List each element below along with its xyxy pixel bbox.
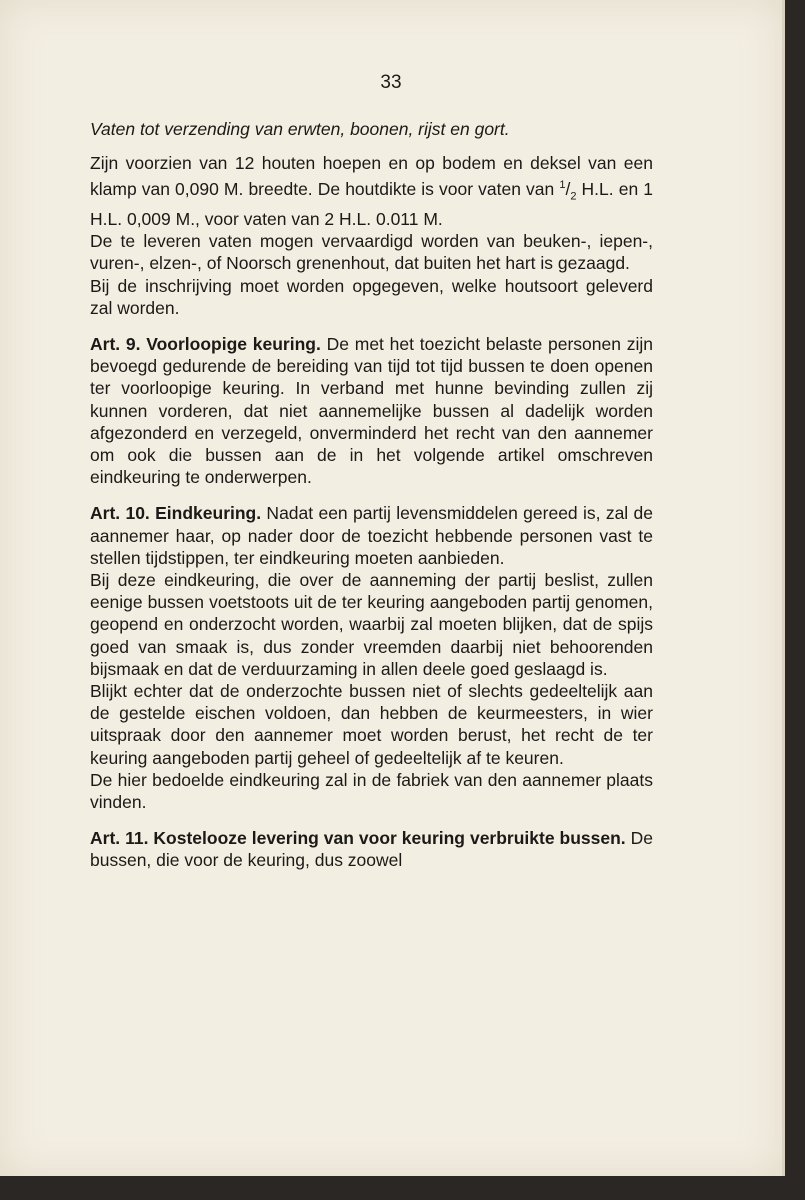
article-heading: Art. 10. Eindkeuring. — [90, 503, 262, 524]
fraction-numerator: 1 — [559, 179, 566, 192]
fraction-denominator: 2 — [570, 190, 577, 203]
paragraph-text: Zijn voorzien van 12 houten hoepen en op bodem en deksel van een klamp van 0,090 M. breedte. De houtdikte is voor vaten van — [90, 153, 653, 200]
section-title: Vaten tot verzending van erwten, boonen, rijst en gort. — [90, 119, 510, 139]
article-text: De met het toezicht belaste personen zijn bevoegd gedurende de bereiding van tijd tot tijd bussen te doen openen ter voorloopige keuring. In verband met hunne bevinding zullen zij kunnen vorderen, dat niet aannemelijke bussen al dadelijk worden afgezonderd en verzegeld, onverminderd het recht van den aannemer om ook die bussen aan de in het volgende artikel omschreven eindkeuring te onderwerpen. — [90, 333, 653, 488]
article-text: Nadat een partij levensmiddelen gereed is, zal de aannemer haar, op nader door de toezicht hebbende personen vast te stellen tijdstippen, ter eindkeuring moeten aanbieden. — [90, 503, 653, 568]
article-text: De bussen, die voor de keuring, dus zoowel — [90, 828, 654, 871]
article-9 — [90, 333, 653, 488]
page-body — [90, 118, 653, 872]
fraction-separator: / — [565, 179, 571, 200]
article-11 — [90, 827, 653, 871]
paragraph-vaten-spec — [90, 152, 653, 230]
paragraph-text: H.L. en 1 H.L. 0,009 M., voor vaten van 2 H.L. 0.011 M. — [90, 179, 653, 229]
article-heading: Art. 9. Voorloopige keuring. — [90, 333, 321, 354]
paragraph-afkeuren: Blijkt echter dat de onderzochte bussen niet of slechts gedeeltelijk aan de gestelde eischen voldoen, dan hebben de keurmeesters, in wier uitspraak door den aannemer moet worden berust, het recht de ter keuring aangeboden partij geheel of gedeeltelijk af te keuren. — [90, 681, 653, 768]
paragraph-inschrijving: Bij de inschrijving moet worden opgegeven, welke houtsoort geleverd zal worden. — [90, 275, 653, 318]
paragraph-fabriek: De hier bedoelde eindkeuring zal in de fabriek van den aannemer plaats vinden. — [90, 769, 653, 813]
article-10 — [90, 502, 653, 569]
paragraph-eindkeuring: Bij deze eindkeuring, die over de aanneming der partij beslist, zullen eenige bussen voetstoots uit de ter keuring aangeboden partij genomen, geopend en onderzocht worden, waarbij zal moeten blijken, dat de spijs goed van smaak is, dus zonder vreemden daarbij niet behoorenden bijsmaak en dat de verduurzaming in allen deele goed geslaagd is. — [90, 569, 653, 679]
page-number: 33 — [380, 72, 402, 93]
article-heading: Art. 11. Kostelooze levering van voor keuring verbruikte bussen. — [90, 828, 626, 849]
paragraph-wood-types: De te leveren vaten mogen vervaardigd worden van beuken-, iepen-, vuren-, elzen-, of Noorsch grenenhout, dat buiten het hart is gezaagd. — [90, 231, 653, 274]
